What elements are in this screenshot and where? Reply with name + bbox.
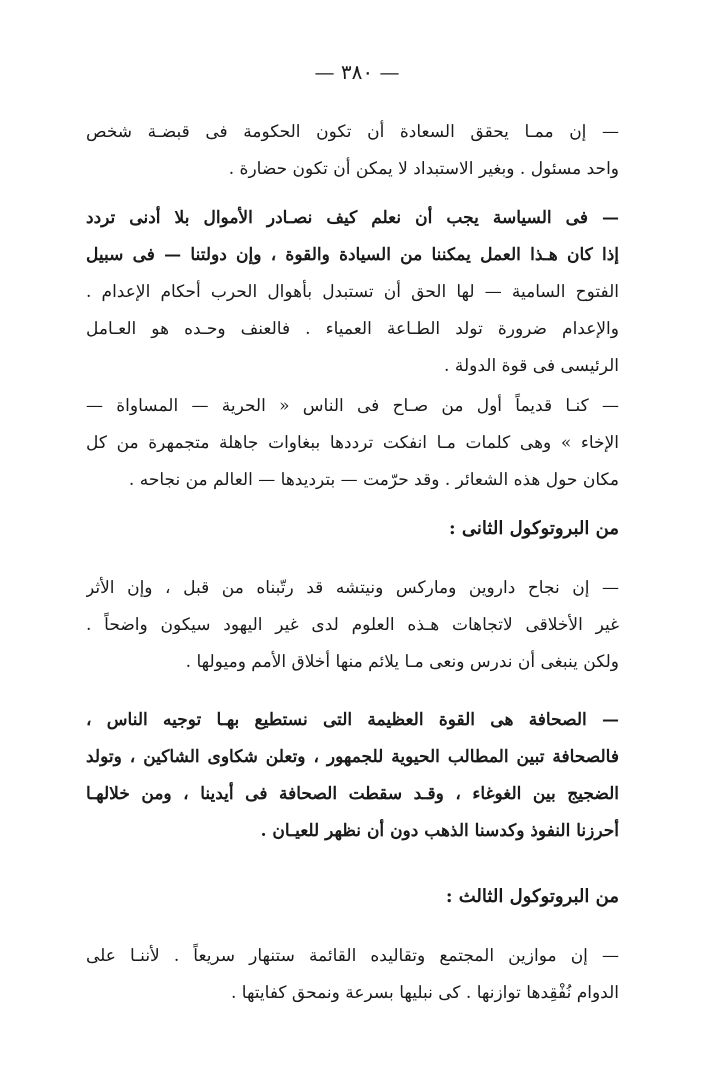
- paragraph-1: [86, 114, 619, 188]
- page-number: — ٣٨٠ —: [314, 60, 400, 84]
- text-line: — فى السياسة يجب أن نعلم كيف نصـادر الأموال بلا أدنى تردد: [86, 208, 619, 228]
- paragraph-3: [86, 388, 619, 499]
- text-line: إذا كان هـذا العمل يمكننا من السيادة والقوة ، وإن دولتنا — فى سبيل: [86, 245, 619, 265]
- text-line: واحد مسئول . وبغير الاستبداد لا يمكن أن تكون حضارة .: [228, 159, 619, 179]
- text-line: — إن نجاح داروين وماركس ونيتشه قد رتّبناه من قبل ، وإن الأثر: [86, 578, 619, 598]
- text-line: مكان حول هذه الشعائر . وقد حرّمت — بترديدها — العالم من نجاحه .: [128, 470, 619, 490]
- text-line: ولكن ينبغى أن ندرس ونعى مـا يلائم منها أخلاق الأمم وميولها .: [185, 652, 619, 672]
- text-line: الرئيسى فى قوة الدولة .: [444, 356, 619, 376]
- paragraph-5: [86, 702, 619, 850]
- text-line: — إن ممـا يحقق السعادة أن تكون الحكومة فى قبضـة شخص: [86, 122, 619, 142]
- text-line: الدوام نُفْقِدها توازنها . كى نبليها بسرعة ونمحق كفايتها .: [230, 983, 619, 1003]
- text-line: الإخاء » وهى كلمات مـا انفكت ترددها ببغاوات جاهلة متجمهرة من كل: [86, 433, 619, 453]
- text-line: أحرزنا النفوذ وكدسنا الذهب دون أن نظهر للعيـان .: [260, 821, 619, 841]
- paragraph-6: [86, 938, 619, 1012]
- text-line: فالصحافة تبين المطالب الحيوية للجمهور ، وتعلن شكاوى الشاكين ، وتولد: [86, 747, 619, 767]
- text-line: — الصحافة هى القوة العظيمة التى نستطيع بهـا توجيه الناس ،: [86, 710, 619, 730]
- paragraph-4: [86, 570, 619, 681]
- text-line: الضجيج بين الغوغاء ، وقـد سقطت الصحافة فى أيدينا ، ومن خلالهـا: [86, 784, 619, 804]
- text-line: الفتوح السامية — لها الحق أن تستبدل بأهوال الحرب أحكام الإعدام .: [86, 282, 619, 302]
- section-heading: من البروتوكول الثانى :: [449, 518, 619, 539]
- text-line: والإعدام ضرورة تولد الطـاعة العمياء . فالعنف وحـده هو العـامل: [86, 319, 619, 339]
- text-line: — إن موازين المجتمع وتقاليده القائمة ستنهار سريعاً . لأننـا على: [86, 946, 619, 966]
- section-heading: من البروتوكول الثالث :: [445, 886, 619, 907]
- text-line: — كنـا قديماً أول من صـاح فى الناس « الحرية — المساواة —: [86, 396, 619, 416]
- text-line: غير الأخلاقى لاتجاهات هـذه العلوم لدى غير اليهود سيكون واضحاً .: [86, 615, 619, 635]
- paragraph-2: [86, 200, 619, 385]
